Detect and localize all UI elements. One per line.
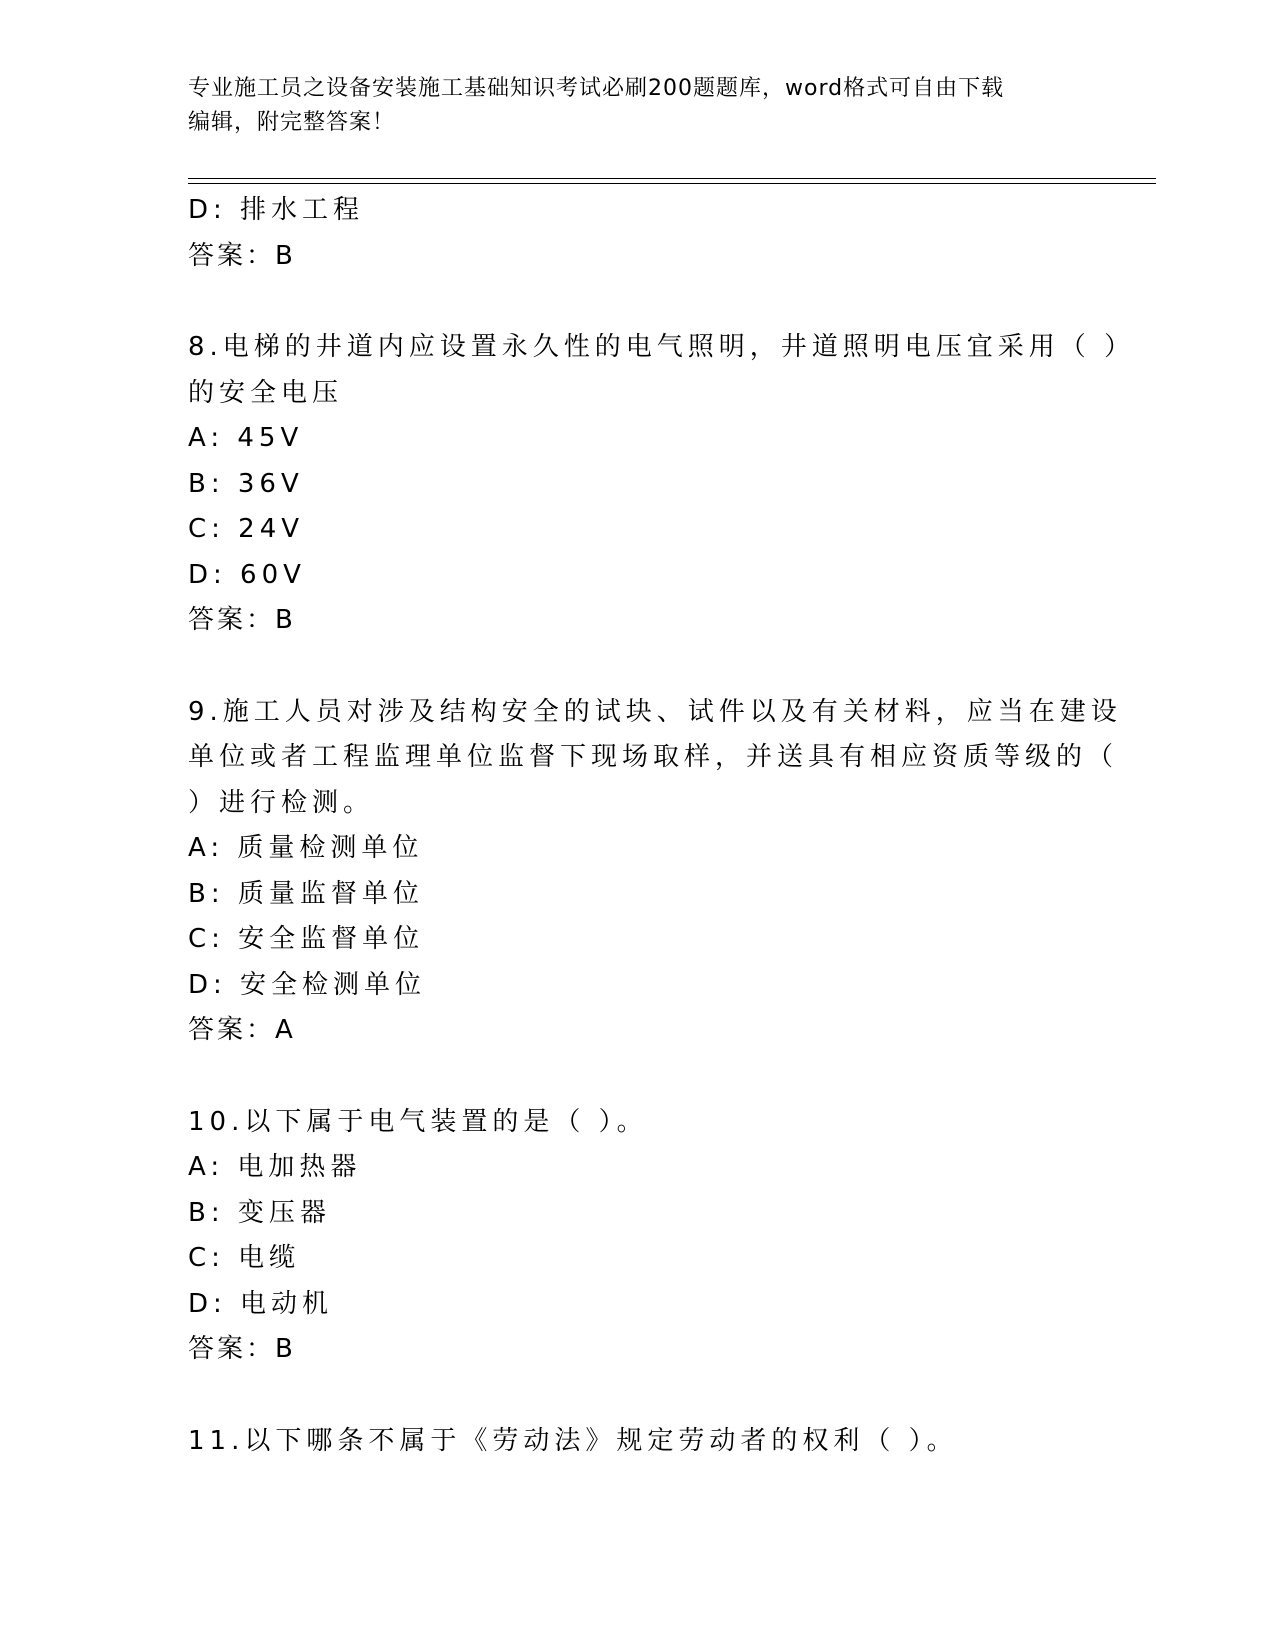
question-text: 单位或者工程监理单位监督下现场取样，并送具有相应资质等级的（ <box>188 742 1119 772</box>
answer: 答案：B <box>188 605 296 635</box>
spacer <box>188 644 1068 690</box>
header-divider-bottom <box>188 183 1156 184</box>
question-text: 9.施工人员对涉及结构安全的试块、试件以及有关材料，应当在建设 <box>188 696 1122 727</box>
question-9 <box>188 690 1122 1054</box>
question-text: 的安全电压 <box>188 377 344 408</box>
option-d: D: 电动机 <box>188 1288 334 1319</box>
question-10 <box>188 1100 1068 1373</box>
option-c: C: 安全监督单位 <box>188 924 425 954</box>
option-a: A: 电加热器 <box>188 1152 362 1182</box>
header-divider-top <box>188 178 1156 179</box>
spacer <box>188 279 1068 325</box>
option-b: B: 36V <box>188 468 304 499</box>
header-line-2: 编辑，附完整答案！ <box>188 110 396 135</box>
question-text: 10.以下属于电气装置的是（ ）。 <box>188 1106 648 1137</box>
question-7 <box>188 188 1068 279</box>
question-text: 8.电梯的井道内应设置永久性的电气照明，井道照明电压宜采用（ ） <box>188 332 1136 362</box>
answer: 答案：A <box>188 1015 296 1045</box>
question-8 <box>188 325 1136 644</box>
header-line-1: 专业施工员之设备安装施工基础知识考试必刷200题题库，word格式可自由下载 <box>188 76 1005 101</box>
spacer <box>188 1373 1068 1419</box>
question-11 <box>188 1419 1068 1465</box>
option-d: D: 60V <box>188 559 306 590</box>
option-d: D: 安全检测单位 <box>188 969 427 1000</box>
answer: 答案：B <box>188 1334 296 1364</box>
option-d: D: 排水工程 <box>188 195 365 225</box>
document-header <box>188 72 1068 140</box>
question-text: ）进行检测。 <box>188 787 375 818</box>
option-b: B: 质量监督单位 <box>188 878 424 909</box>
option-c: C: 24V <box>188 514 305 544</box>
option-a: A: 质量检测单位 <box>188 833 424 863</box>
option-c: C: 电缆 <box>188 1243 301 1273</box>
question-list <box>188 188 1136 1464</box>
question-text: 11.以下哪条不属于《劳动法》规定劳动者的权利（ ）。 <box>188 1425 958 1456</box>
answer: 答案：B <box>188 240 296 271</box>
option-b: B: 变压器 <box>188 1197 331 1228</box>
spacer <box>188 1054 1068 1100</box>
option-a: A: 45V <box>188 423 304 453</box>
